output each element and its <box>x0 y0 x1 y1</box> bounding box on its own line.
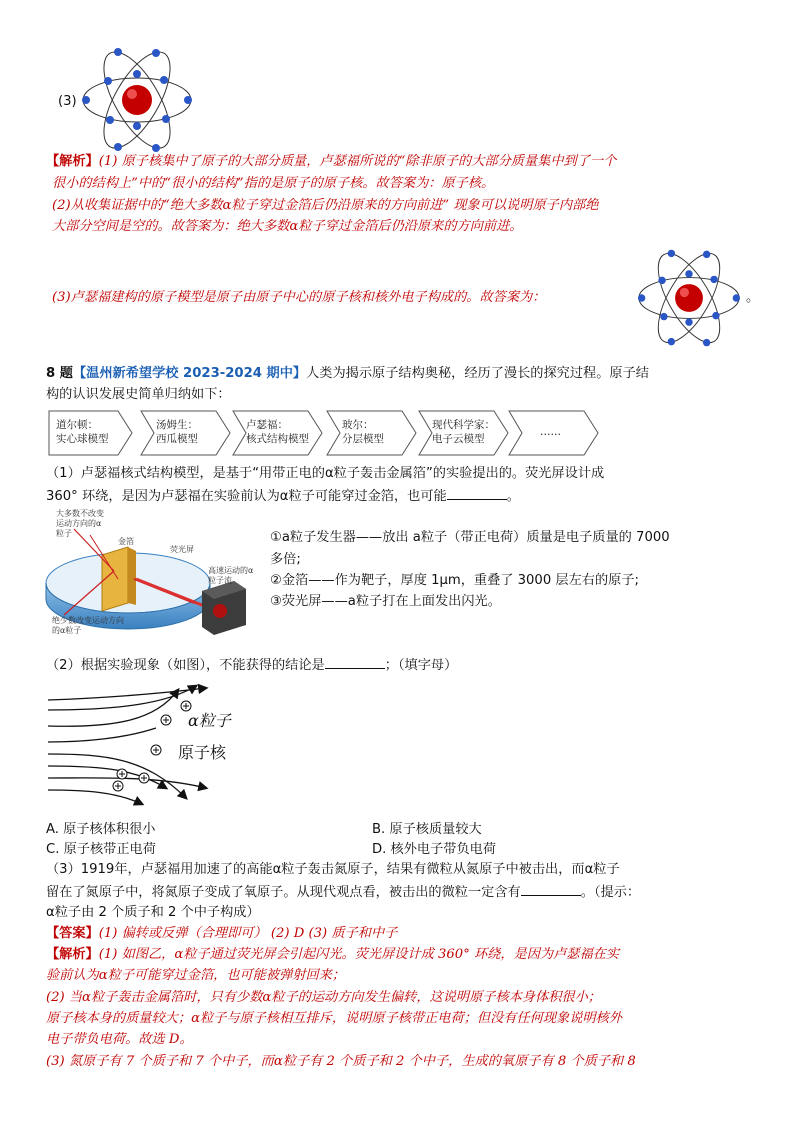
analysis-1-cont: 验前认为α粒子可能穿过金箔，也可能被弹射回来； <box>46 968 346 983</box>
figure-label-screen: 荧光屏 <box>170 545 194 554</box>
apparatus-item-2: ②金箔——作为靶子，厚度 1μm，重叠了 3000 层左右的原子; <box>270 573 639 588</box>
chevron-step-4: 玻尔： 分层模型 <box>342 419 384 445</box>
figure-label-few-a: 绝少数改变运动方向 <box>52 616 124 625</box>
analysis-3: (3) 氮原子有 7 个质子和 7 个中子，而α粒子有 2 个质子和 2 个中子，生成的氧原子有 8 个质子和 8 <box>46 1054 636 1069</box>
figure-label-foil: 金箔 <box>118 537 134 546</box>
chevron-step-3: 卢瑟福： 核式结构模型 <box>246 419 309 445</box>
figure-label-few-b: 的α粒子 <box>52 626 82 635</box>
analysis-paragraph-2-cont: 大部分空间是空的。故答案为：绝大多数α粒子穿过金箔后仍沿原来的方向前进。 <box>52 219 523 234</box>
question-8-intro: 构的认识发展史简单归纳如下： <box>46 387 231 402</box>
atom-model-figure <box>78 44 196 156</box>
subquestion-1-line-2: 360° 环绕，是因为卢瑟福在实验前认为α粒子可能穿过金箔，也可能 。 <box>46 486 520 506</box>
answer-blank[interactable] <box>325 655 385 669</box>
option-b[interactable]: B. 原子核质量较大 <box>372 822 482 837</box>
subquestion-2: （2）根据实验现象（如图），不能获得的结论是 ；（填字母） <box>46 655 457 675</box>
subquestion-3-line-2: 留在了氮原子中，将氮原子变成了氧原子。从现代观点看，被击出的微粒一定含有 。（提示： <box>46 882 640 902</box>
option-d[interactable]: D. 核外电子带负电荷 <box>372 842 497 857</box>
option-c[interactable]: C. 原子核带正电荷 <box>46 842 156 857</box>
nucleus-label: 原子核 <box>178 743 227 762</box>
atom-model-answer-figure <box>634 246 744 350</box>
subquestion-1-line-1: （1）卢瑟福核式结构模型，是基于“用带正电的α粒子轰击金属箔”的实验提出的。荧光屏设计成 <box>46 466 605 481</box>
figure-label-most-b: 运动方向的α <box>56 519 102 528</box>
chevron-step-6: …… <box>540 426 561 438</box>
analysis-1: 【解析】(1) 如图乙，α粒子通过荧光屏会引起闪光。荧光屏设计成 360° 环绕，是因为卢瑟福在实 <box>46 947 620 962</box>
analysis-paragraph-3-end: 。 <box>746 290 760 305</box>
question-8-heading: 8 题【温州新希望学校 2023-2024 期中】人类为揭示原子结构奥秘，经历了漫长的探究过程。原子结 <box>46 366 649 381</box>
chevron-step-5: 现代科学家： 电子云模型 <box>432 419 495 445</box>
chevron-step-1: 道尔顿： 实心球模型 <box>56 419 109 445</box>
figure-label-most-a: 大多数不改变 <box>56 509 104 518</box>
chevron-step-2: 汤姆生： 西瓜模型 <box>156 419 198 445</box>
item-label-3: (3) <box>58 94 77 109</box>
analysis-2-cont: 原子核本身的质量较大；α粒子与原子核相互排斥，说明原子核带正电荷；但没有任何现象说明核外 <box>46 1011 622 1026</box>
apparatus-item-1: ①a粒子发生器——放出 a粒子（带正电荷）质量是电子质量的 7000 <box>270 530 670 545</box>
analysis-paragraph-3: (3)卢瑟福建构的原子模型是原子由原子中心的原子核和核外电子构成的。故答案为： <box>52 290 546 305</box>
alpha-particle-label: α粒子 <box>188 711 231 730</box>
analysis-paragraph-1: 【解析】(1) 原子核集中了原子的大部分质量，卢瑟福所说的“除非原子的大部分质量集中到了一个 <box>46 154 617 169</box>
answer-blank[interactable] <box>521 882 581 896</box>
figure-label-stream-1: 高速运动的α <box>208 566 254 575</box>
answer-blank[interactable] <box>447 486 507 500</box>
figure-label-most-c: 粒子 <box>56 529 72 538</box>
analysis-paragraph-1-cont: 很小的结构上”中的“很小的结构”指的是原子的原子核。故答案为：原子核。 <box>52 176 495 191</box>
apparatus-item-1-cont: 多倍; <box>270 552 301 567</box>
answer-line: 【答案】(1) 偏转或反弹（合理即可） (2) D (3) 质子和中子 <box>46 926 398 941</box>
analysis-paragraph-2: (2)从收集证据中的“绝大多数α粒子穿过金箔后仍沿原来的方向前进” 现象可以说明原子内部绝 <box>52 198 599 213</box>
subquestion-3-line-1: （3）1919年，卢瑟福用加速了的高能α粒子轰击氮原子，结果有微粒从氮原子中被击出，而α粒子 <box>46 862 620 877</box>
option-a[interactable]: A. 原子核体积很小 <box>46 822 156 837</box>
analysis-2-end: 电子带负电荷。故选 D。 <box>46 1032 193 1047</box>
subquestion-3-line-3: α粒子由 2 个质子和 2 个中子构成） <box>46 905 260 920</box>
alpha-scattering-diagram <box>46 680 266 808</box>
figure-label-stream-2: 粒子流 <box>208 576 232 585</box>
analysis-2: (2) 当α粒子轰击金属箔时，只有少数α粒子的运动方向发生偏转，这说明原子核本身体积很小； <box>46 990 601 1005</box>
apparatus-item-3: ③荧光屏——a粒子打在上面发出闪光。 <box>270 594 501 609</box>
